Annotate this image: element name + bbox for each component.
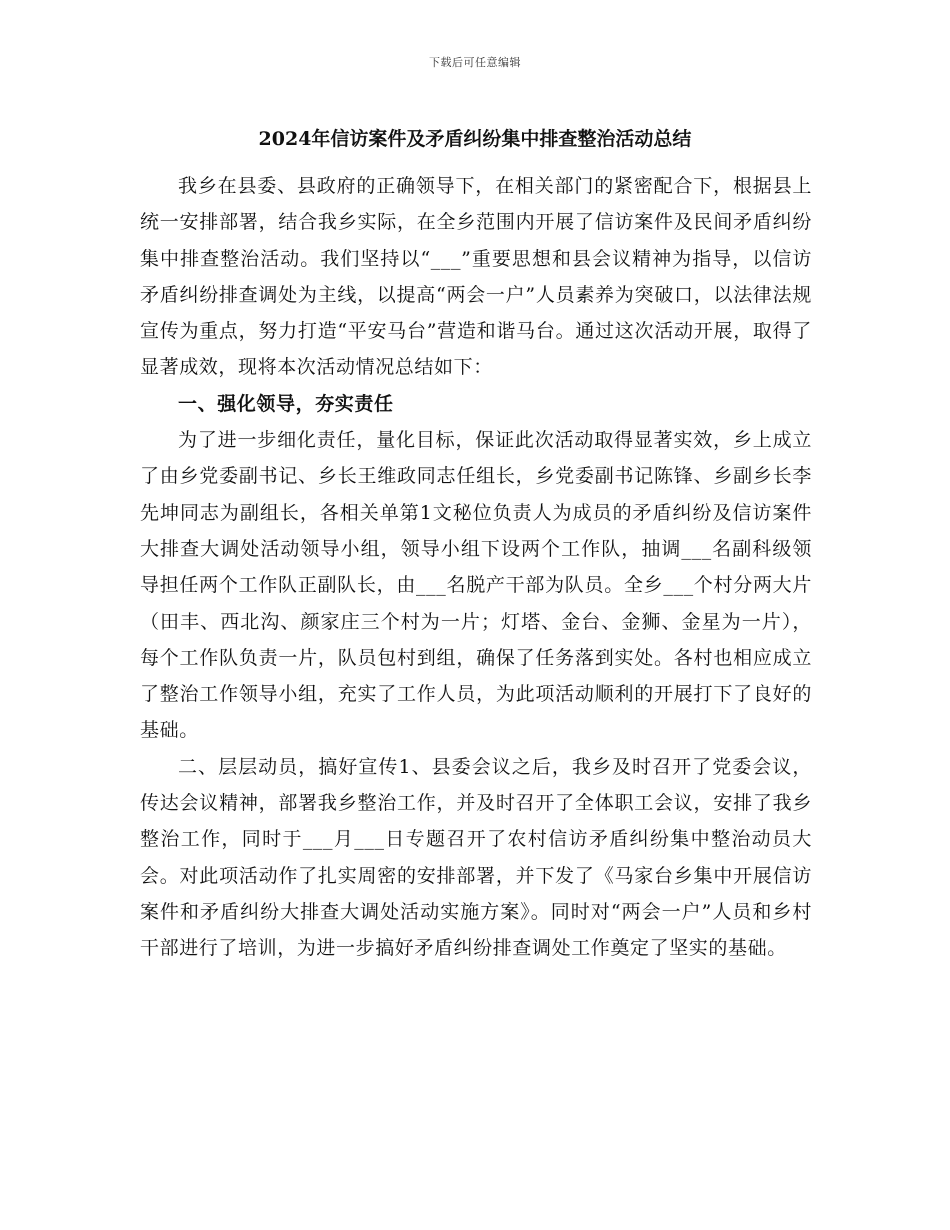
document-body bbox=[140, 168, 812, 967]
page-header-note: 下载后可任意编辑 bbox=[429, 56, 521, 69]
intro-paragraph: 我乡在县委、县政府的正确领导下，在相关部门的紧密配合下，根据县上统一安排部署，结合我乡实际，在全乡范围内开展了信访案件及民间矛盾纠纷集中排查整治活动。我们坚持以“___”重要思想和县会议精神为指导，以信访矛盾纠纷排查调处为主线，以提高“两会一户”人员素养为突破口，以法律法规宣传为重点，努力打造“平安马台”营造和谐马台。通过这次活动开展，取得了显著成效，现将本次活动情况总结如下： bbox=[140, 175, 812, 379]
section-2-paragraph: 二、层层动员，搞好宣传1、县委会议之后，我乡及时召开了党委会议，传达会议精神，部署我乡整治工作，并及时召开了全体职工会议，安排了我乡整治工作，同时于___月___日专题召开了农村信访矛盾纠纷集中整治动员大会。对此项活动作了扎实周密的安排部署，并下发了《马家台乡集中开展信访案件和矛盾纠纷大排查大调处活动实施方案》。同时对“两会一户”人员和乡村干部进行了培训，为进一步搞好矛盾纠纷排查调处工作奠定了坚实的基础。 bbox=[140, 755, 812, 960]
document-title: 2024年信访案件及矛盾纠纷集中排查整治活动总结 bbox=[258, 128, 692, 150]
section-1-paragraph: 为了进一步细化责任，量化目标，保证此次活动取得显著实效，乡上成立了由乡党委副书记、乡长王维政同志任组长，乡党委副书记陈锋、乡副乡长李先坤同志为副组长，各相关单第1文秘位负责人为成员的矛盾纠纷及信访案件大排查大调处活动领导小组，领导小组下设两个工作队，抽调___名副科级领导担任两个工作队正副队长，由___名脱产干部为队员。全乡___个村分两大片（田丰、西北沟、颜家庄三个村为一片；灯塔、金台、金狮、金星为一片），每个工作队负责一片，队员包村到组，确保了任务落到实处。各村也相应成立了整治工作领导小组，充实了工作人员，为此项活动顺利的开展打下了良好的基础。 bbox=[140, 429, 812, 742]
section-1-heading: 一、强化领导，夯实责任 bbox=[178, 392, 394, 415]
